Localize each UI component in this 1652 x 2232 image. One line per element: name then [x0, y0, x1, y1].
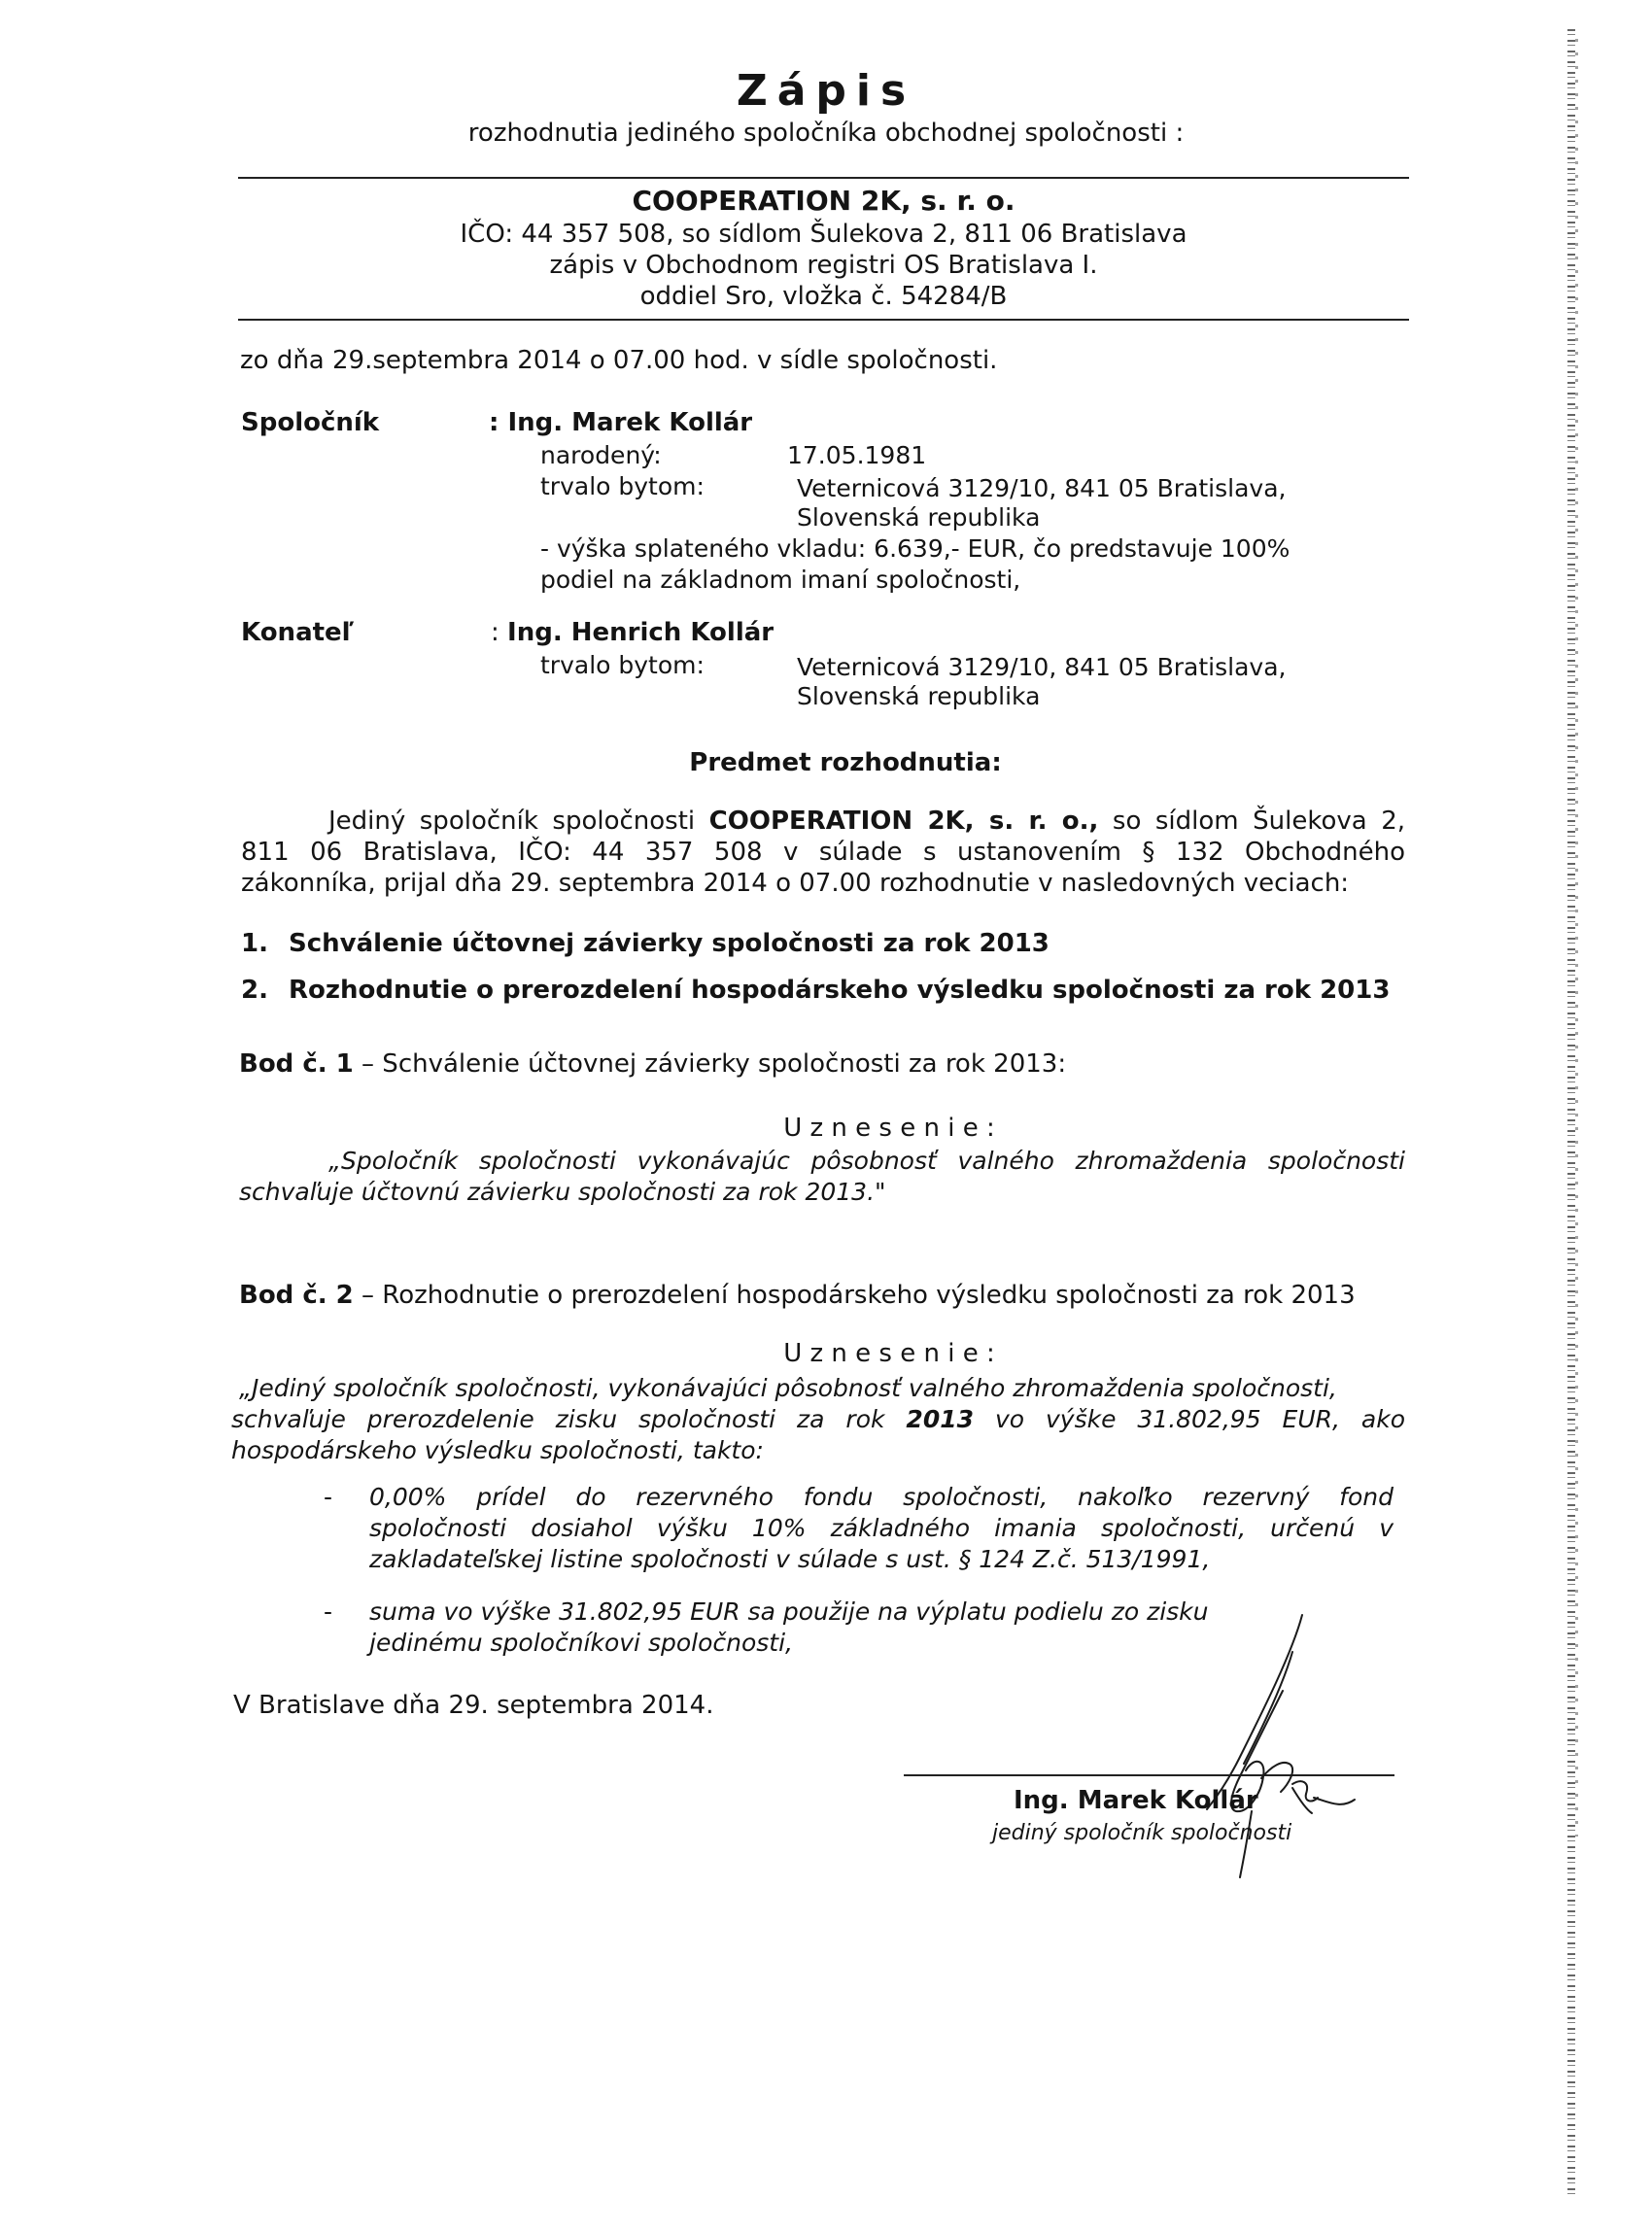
scan-edge-artifact	[1567, 29, 1575, 2196]
subject-item-number: 1.	[241, 929, 268, 958]
point2-label: Bod č. 2	[239, 1281, 354, 1310]
point1-label: Bod č. 1	[239, 1049, 354, 1079]
bullet-dash: -	[324, 1483, 333, 1511]
executive-name-row	[491, 618, 774, 647]
point2-resolution-heading: U z n e s e n i e :	[783, 1339, 995, 1368]
point2-resolution-line1: „Jediný spoločník spoločnosti, vykonávajúci pôsobnosť valného zhromaždenia spoločnosti,	[239, 1374, 1337, 1402]
point2-resolution-line2	[231, 1405, 1405, 1433]
signatory-name: Ing. Marek Kollár	[1014, 1786, 1258, 1815]
partner-name: : Ing. Marek Kollár	[489, 408, 753, 437]
subject-item-text: Rozhodnutie o prerozdelení hospodárskeho výsledku spoločnosti za rok 2013	[289, 976, 1391, 1005]
subject-heading: Predmet rozhodnutia:	[689, 748, 1002, 777]
partner-deposit-line1: - výška splateného vkladu: 6.639,- EUR, čo predstavuje 100%	[540, 534, 1291, 563]
partner-deposit-line2: podiel na základnom imaní spoločnosti,	[540, 566, 1021, 594]
point1-resolution-line2: schvaľuje účtovnú závierku spoločnosti za rok 2013."	[239, 1178, 886, 1206]
company-registry-line: zápis v Obchodnom registri OS Bratislava I.	[549, 251, 1098, 280]
executive-label: Konateľ	[241, 618, 355, 647]
subject-intro-line3: zákonníka, prijal dňa 29. septembra 2014 o 07.00 rozhodnutie v nasledovných veciach:	[241, 869, 1350, 898]
partner-born-label: narodený:	[540, 441, 662, 469]
point2-resolution-line3: hospodárskeho výsledku spoločnosti, takto:	[231, 1436, 764, 1464]
subject-intro-line2: 811 06 Bratislava, IČO: 44 357 508 v súlade s ustanovením § 132 Obchodného	[241, 838, 1405, 867]
point2-line2-post: vo výške 31.802,95 EUR, ako	[974, 1405, 1405, 1433]
place-date: V Bratislave dňa 29. septembra 2014.	[233, 1691, 714, 1720]
bullet-line: suma vo výške 31.802,95 EUR sa použije na výplatu podielu zo zisku	[369, 1597, 1209, 1626]
partner-born-value: 17.05.1981	[787, 441, 927, 469]
bullet-line: spoločnosti dosiahol výšku 10% základného imania spoločnosti, určenú v	[369, 1514, 1394, 1542]
document-subtitle: rozhodnutia jediného spoločníka obchodnej spoločnosti :	[467, 119, 1185, 148]
subject-intro-company: COOPERATION 2K, s. r. o.,	[708, 807, 1099, 836]
subject-item	[241, 976, 1390, 1005]
point1-resolution-line1: „Spoločník spoločnosti vykonávajúc pôsobnosť valného zhromaždenia spoločnosti	[328, 1147, 1405, 1175]
executive-residence-label: trvalo bytom:	[540, 651, 705, 679]
header-top-rule	[238, 177, 1409, 179]
header-bottom-rule	[238, 319, 1409, 321]
point2-title: – Rozhodnutie o prerozdelení hospodárskeho výsledku spoločnosti za rok 2013	[353, 1281, 1356, 1310]
company-name: COOPERATION 2K, s. r. o.	[632, 185, 1015, 217]
signatory-role: jediný spoločník spoločnosti	[992, 1821, 1292, 1845]
subject-item	[241, 929, 1050, 958]
bullet-dash: -	[324, 1597, 333, 1626]
executive-residence-line1: Veternicová 3129/10, 841 05 Bratislava,	[797, 653, 1287, 681]
document-title: Zápis	[736, 66, 916, 116]
point2-heading	[239, 1281, 1356, 1310]
point1-heading	[239, 1049, 1066, 1079]
subject-intro-line1	[328, 807, 1405, 836]
company-ico-line: IČO: 44 357 508, so sídlom Šulekova 2, 811 06 Bratislava	[460, 220, 1187, 249]
subject-item-number: 2.	[241, 976, 268, 1005]
point2-line2-pre: schvaľuje prerozdelenie zisku spoločnosti za rok	[231, 1405, 907, 1433]
partner-residence-label: trvalo bytom:	[540, 472, 705, 500]
point2-line2-year: 2013	[906, 1405, 975, 1433]
bullet-line: jedinému spoločníkovi spoločnosti,	[369, 1629, 793, 1657]
executive-residence-line2: Slovenská republika	[797, 682, 1041, 710]
meeting-line: zo dňa 29.septembra 2014 o 07.00 hod. v sídle spoločnosti.	[240, 346, 998, 375]
subject-intro-post: so sídlom Šulekova 2,	[1098, 807, 1406, 836]
bullet-line: zakladateľskej listine spoločnosti v súlade s ust. § 124 Z.č. 513/1991,	[369, 1545, 1211, 1573]
subject-intro-pre: Jediný spoločník spoločnosti	[328, 807, 709, 836]
point1-resolution-heading: U z n e s e n i e :	[783, 1114, 995, 1143]
executive-colon: :	[491, 618, 508, 647]
point1-title: – Schválenie účtovnej závierky spoločnosti za rok 2013:	[353, 1049, 1067, 1079]
partner-label: Spoločník	[241, 408, 380, 437]
partner-residence-line2: Slovenská republika	[797, 503, 1041, 532]
company-section-line: oddiel Sro, vložka č. 54284/B	[639, 282, 1008, 311]
executive-name: Ing. Henrich Kollár	[507, 618, 774, 647]
scan-edge-artifact	[1575, 39, 1578, 1837]
subject-item-text: Schválenie účtovnej závierky spoločnosti za rok 2013	[289, 929, 1050, 958]
bullet-line: 0,00% prídel do rezervného fondu spoločnosti, nakoľko rezervný fond	[369, 1483, 1394, 1511]
partner-residence-line1: Veternicová 3129/10, 841 05 Bratislava,	[797, 474, 1287, 502]
